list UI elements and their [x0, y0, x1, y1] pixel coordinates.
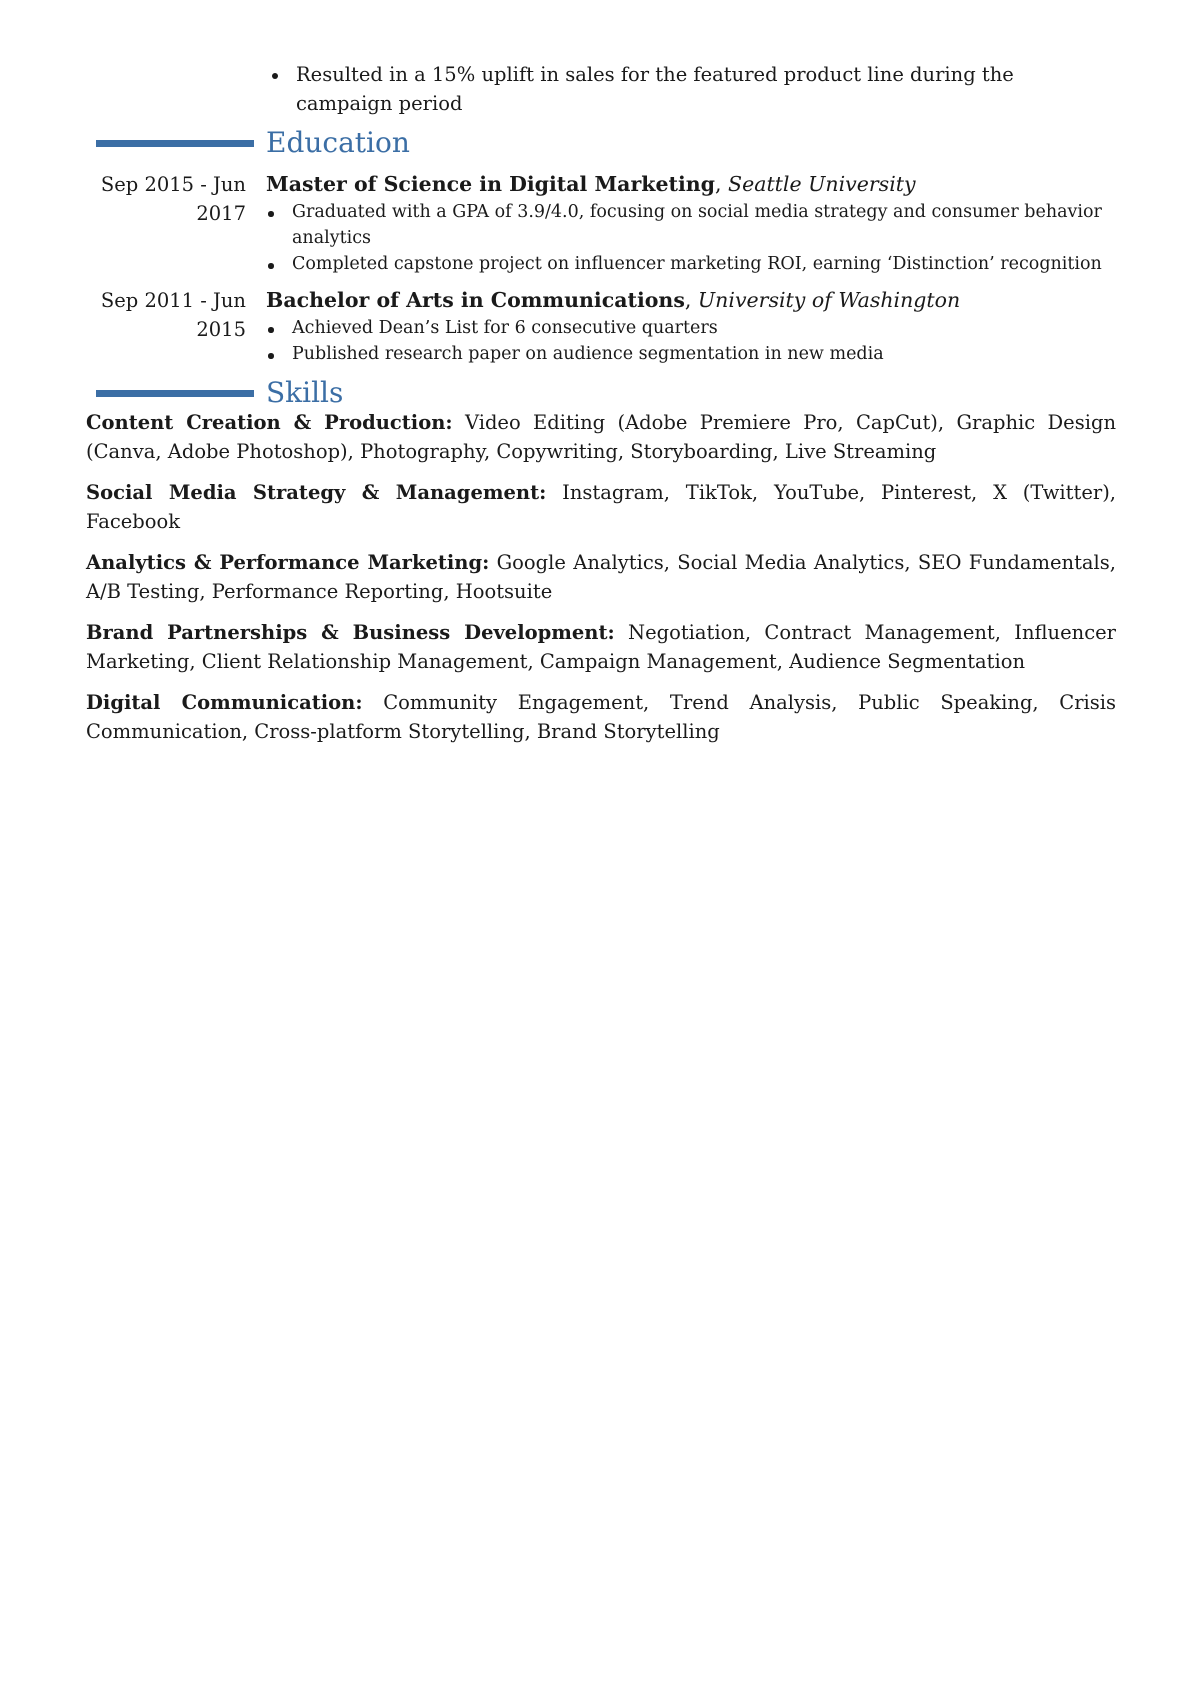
skill-items: Negotiation, Contract Management, Influencer Marketing, Client Relationship Management, Campaign Management, Audience Segmentation [86, 621, 1116, 673]
skill-items: Video Editing (Adobe Premiere Pro, CapCut), Graphic Design (Canva, Adobe Photoshop), Photography, Copywriting, Storyboarding, Live Streaming [86, 411, 1116, 463]
education-body [266, 286, 1116, 367]
education-bullet: Graduated with a GPA of 3.9/4.0, focusing on social media strategy and consumer behavior analytics [266, 199, 1116, 251]
education-date: Sep 2011 - Jun 2015 [100, 289, 246, 341]
skills-list [86, 408, 1116, 758]
skill-row-brand-partnerships [86, 618, 1116, 676]
skills-section-title: Skills [266, 376, 344, 409]
skill-row-digital-communication [86, 688, 1116, 746]
education-separator: , [715, 172, 729, 196]
education-bullet: Published research paper on audience segmentation in new media [266, 341, 1116, 367]
skill-category: Brand Partnerships & Business Development: [86, 621, 615, 644]
skill-category: Analytics & Performance Marketing: [86, 551, 490, 574]
skill-category: Content Creation & Production: [86, 411, 453, 434]
education-school: University of Washington [697, 288, 961, 312]
skill-items: Community Engagement, Trend Analysis, Public Speaking, Crisis Communication, Cross-platform Storytelling, Brand Storytelling [86, 691, 1117, 743]
education-heading [266, 170, 1116, 199]
skill-row-analytics [86, 548, 1116, 606]
education-bullet: Achieved Dean’s List for 6 consecutive quarters [266, 315, 1116, 341]
carryover-bullet: Resulted in a 15% uplift in sales for the featured product line during the campaign period [270, 60, 1110, 118]
education-separator: , [684, 288, 698, 312]
skill-items: Google Analytics, Social Media Analytics, SEO Fundamentals, A/B Testing, Performance Reporting, Hootsuite [86, 551, 1116, 603]
skill-items: Instagram, TikTok, YouTube, Pinterest, X (Twitter), Facebook [86, 481, 1116, 533]
carryover-bullet-list [270, 60, 1110, 118]
education-bullet-list [266, 199, 1116, 277]
education-date: Sep 2015 - Jun 2017 [100, 173, 246, 225]
education-degree: Bachelor of Arts in Communications [266, 288, 685, 312]
education-section-rule [96, 140, 254, 147]
education-degree: Master of Science in Digital Marketing [266, 172, 715, 196]
skill-category: Digital Communication: [86, 691, 363, 714]
skills-section-rule [96, 390, 254, 397]
skill-row-social-media [86, 478, 1116, 536]
skill-row-content-creation [86, 408, 1116, 466]
education-bullet-list [266, 315, 1116, 367]
education-heading [266, 286, 1116, 315]
education-school: Seattle University [728, 172, 916, 196]
education-body [266, 170, 1116, 277]
education-section-title: Education [266, 126, 410, 159]
skill-category: Social Media Strategy & Management: [86, 481, 547, 504]
education-bullet: Completed capstone project on influencer marketing ROI, earning ‘Distinction’ recognition [266, 251, 1116, 277]
